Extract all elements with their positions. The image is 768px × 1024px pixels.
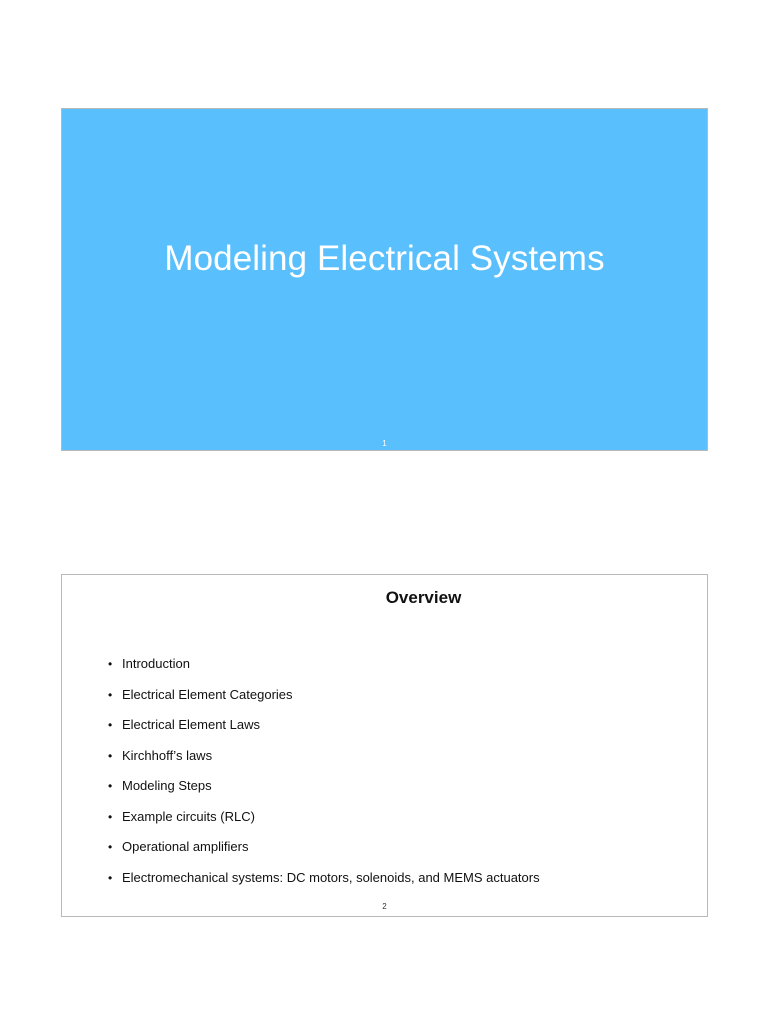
bullet-list [108,656,540,900]
bullet-icon: • [108,748,113,763]
list-item [108,656,540,687]
slide-page-number: 2 [382,902,387,911]
bullet-icon: • [108,687,113,702]
slide-title: Modeling Electrical Systems [164,239,605,278]
bullet-icon: • [108,779,113,793]
list-item [108,778,540,809]
list-item [108,687,540,718]
list-item-text: Example circuits (RLC) [122,808,255,824]
list-item-text: Kirchhoff’s laws [122,747,213,763]
bullet-icon: • [108,718,113,732]
list-item-text: Electromechanical systems: DC motors, solenoids, and MEMS actuators [122,869,540,885]
list-item [108,748,540,779]
list-item-text: Electrical Element Categories [122,686,293,702]
list-item [108,870,540,901]
slide-heading: Overview [385,588,462,607]
bullet-icon: • [108,840,113,854]
slide-page-number: 1 [382,439,387,448]
list-item [108,839,540,870]
title-slide [61,108,708,451]
list-item-text: Modeling Steps [122,778,212,793]
list-item [108,809,540,840]
list-item-text: Introduction [122,656,190,671]
list-item-text: Electrical Element Laws [122,717,260,732]
bullet-icon: • [108,657,113,671]
overview-slide [61,574,708,917]
bullet-icon: • [108,809,113,824]
bullet-icon: • [108,870,113,885]
list-item [108,717,540,748]
list-item-text: Operational amplifiers [122,839,249,854]
